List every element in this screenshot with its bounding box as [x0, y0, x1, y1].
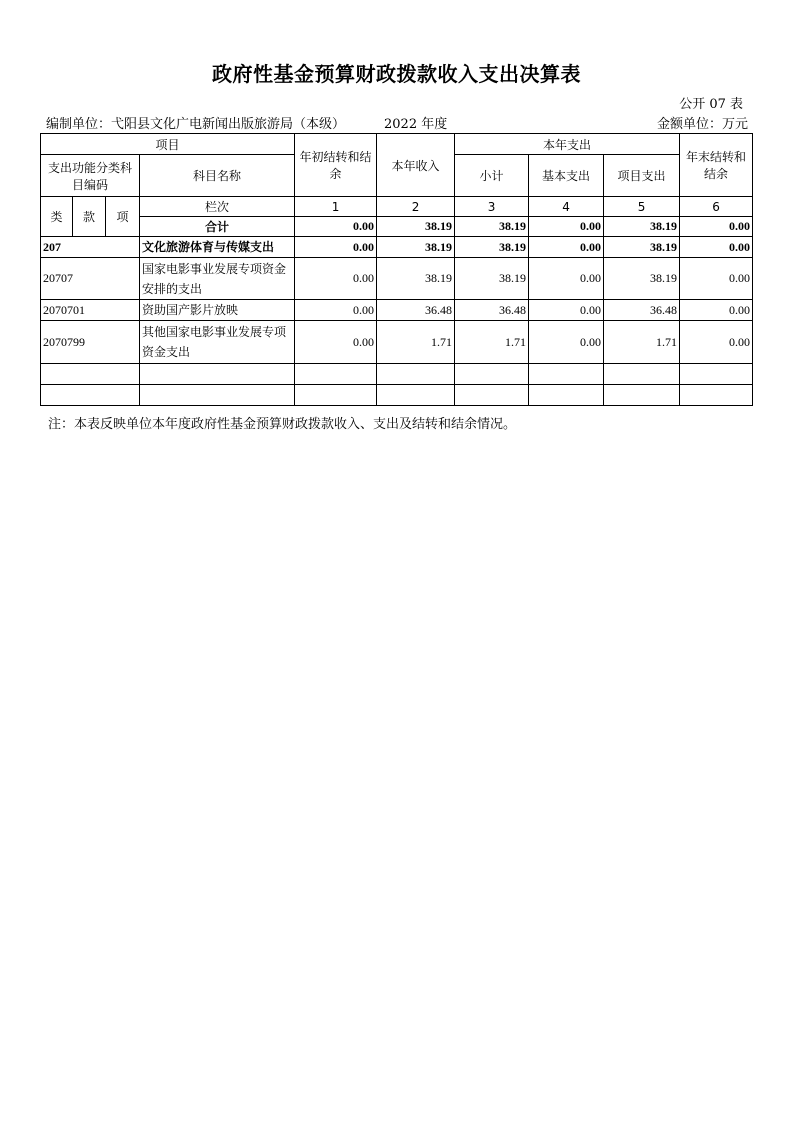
- cell-name: 文化旅游体育与传媒支出: [140, 237, 295, 258]
- cell-v6: 0.00: [680, 300, 753, 321]
- cell-v4: 0.00: [529, 217, 604, 237]
- table-row-total: [41, 217, 753, 237]
- money-unit: 金额单位：万元: [656, 117, 748, 132]
- cell-v1: 0.00: [295, 300, 377, 321]
- header-col1: 年初结转和结余: [295, 134, 377, 197]
- header-subject-name: 科目名称: [140, 155, 295, 197]
- header-col3: 小计: [455, 155, 529, 197]
- col-number-6: 6: [680, 197, 753, 217]
- cell-v5: 38.19: [604, 237, 680, 258]
- col-number-1: 1: [295, 197, 377, 217]
- header-col4: 基本支出: [529, 155, 604, 197]
- col-number-3: 3: [455, 197, 529, 217]
- cell-v3: 1.71: [455, 321, 529, 364]
- cell-v2: 1.71: [377, 321, 455, 364]
- cell-v5: 1.71: [604, 321, 680, 364]
- cell-v1: 0.00: [295, 217, 377, 237]
- header-lei: 类: [41, 197, 73, 237]
- col-number-4: 4: [529, 197, 604, 217]
- cell-v3: 36.48: [455, 300, 529, 321]
- fiscal-year: 2022 年度: [384, 117, 448, 132]
- total-name: 合计: [140, 217, 295, 237]
- table-row: [41, 321, 753, 364]
- cell-code: 2070799: [41, 321, 140, 364]
- header-year-expense: 本年支出: [455, 134, 680, 155]
- cell-v1: 0.00: [295, 237, 377, 258]
- table-row-empty: [41, 385, 753, 406]
- cell-v5: 38.19: [604, 217, 680, 237]
- cell-v1: 0.00: [295, 321, 377, 364]
- cell-v5: 36.48: [604, 300, 680, 321]
- cell-code: 20707: [41, 258, 140, 300]
- header-project: 项目: [41, 134, 295, 155]
- cell-v6: 0.00: [680, 217, 753, 237]
- cell-v4: 0.00: [529, 300, 604, 321]
- cell-v6: 0.00: [680, 237, 753, 258]
- cell-v2: 38.19: [377, 217, 455, 237]
- compiling-unit: 编制单位：弋阳县文化广电新闻出版旅游局（本级）: [46, 117, 346, 132]
- table-row: [41, 300, 753, 321]
- cell-v4: 0.00: [529, 237, 604, 258]
- header-lanci: 栏次: [140, 197, 295, 217]
- table-row: [41, 258, 753, 300]
- col-number-5: 5: [604, 197, 680, 217]
- page-title: 政府性基金预算财政拨款收入支出决算表: [212, 62, 581, 86]
- header-row-1: [41, 134, 753, 155]
- header-col2: 本年收入: [377, 134, 455, 197]
- cell-code: 207: [41, 237, 140, 258]
- header-xiang: 项: [106, 197, 140, 237]
- form-number: 公开 07 表: [679, 97, 743, 112]
- cell-v6: 0.00: [680, 258, 753, 300]
- header-col6: 年末结转和结余: [680, 134, 753, 197]
- cell-v3: 38.19: [455, 258, 529, 300]
- cell-v5: 38.19: [604, 258, 680, 300]
- cell-v4: 0.00: [529, 258, 604, 300]
- header-func-code: 支出功能分类科目编码: [41, 155, 140, 197]
- cell-code: 2070701: [41, 300, 140, 321]
- cell-v6: 0.00: [680, 321, 753, 364]
- budget-table: [40, 133, 753, 406]
- cell-v3: 38.19: [455, 237, 529, 258]
- col-number-2: 2: [377, 197, 455, 217]
- table-row-empty: [41, 364, 753, 385]
- cell-v2: 36.48: [377, 300, 455, 321]
- cell-v2: 38.19: [377, 258, 455, 300]
- cell-v3: 38.19: [455, 217, 529, 237]
- header-kuan: 款: [73, 197, 106, 237]
- cell-v4: 0.00: [529, 321, 604, 364]
- table-note: 注：本表反映单位本年度政府性基金预算财政拨款收入、支出及结转和结余情况。: [48, 417, 517, 432]
- cell-v1: 0.00: [295, 258, 377, 300]
- cell-v2: 38.19: [377, 237, 455, 258]
- table-row: [41, 237, 753, 258]
- header-col5: 项目支出: [604, 155, 680, 197]
- cell-name: 其他国家电影事业发展专项资金支出: [140, 321, 295, 364]
- header-row-4: [41, 197, 753, 217]
- cell-name: 资助国产影片放映: [140, 300, 295, 321]
- cell-name: 国家电影事业发展专项资金安排的支出: [140, 258, 295, 300]
